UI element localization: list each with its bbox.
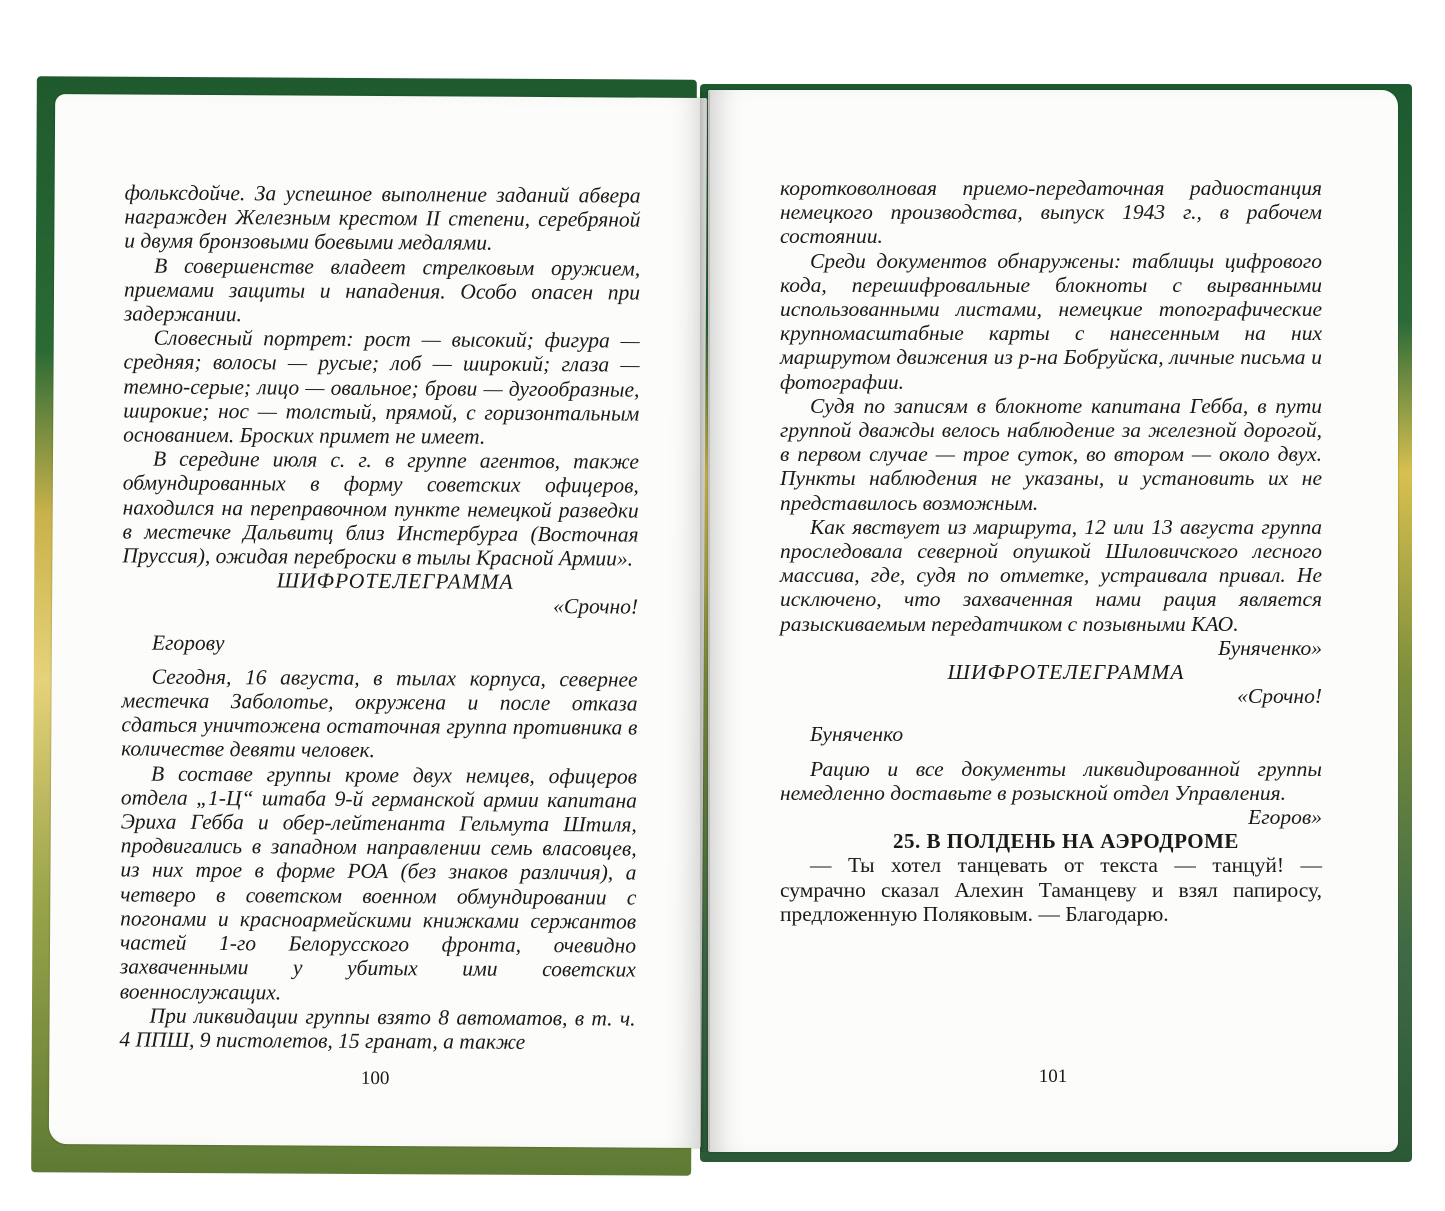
page-number: 100 — [360, 1067, 390, 1090]
telegram-heading: ШИФРОТЕЛЕГРАММА — [947, 660, 1185, 685]
paragraph: Словесный портрет: рост — высокий; фигура — средняя; волосы — русые; лоб — широкий; глаза — темно-серые; лицо — овальное; брови — дугообразные, широкие; нос — толстый, прямой, с горизонтальным основанием. Броских примет не имеет. — [123, 325, 640, 449]
paragraph: Как явствует из маршрута, 12 или 13 августа группа проследовала северной опушкой Шиловичского лесного массива, где, судя по отметке, устраивала привал. Не исключено, что захваченная нами рация является разыскиваемым передатчиком с позывными КАО. — [780, 514, 1322, 636]
page-number: 101 — [1038, 1066, 1068, 1087]
signature: Егоров» — [1248, 805, 1322, 830]
telegram-heading: ШИФРОТЕЛЕГРАММА — [276, 568, 514, 595]
urgent-mark: «Срочно! — [1237, 684, 1322, 709]
addressee: Егорову — [151, 630, 225, 655]
urgent-mark: «Срочно! — [553, 594, 639, 620]
paragraph: В середине июля с. г. в группе агентов, также обмундированных в форму советских офицеров, находился на переправочном пункте немецкой разведки в местечке Дальвитц близ Инстербурга (Восточная Пруссия), ожидая переброски в тылы Красной Армии». — [122, 446, 640, 571]
left-page — [49, 94, 707, 1148]
telegram-paragraph: В составе группы кроме двух немцев, офицеров отдела „1-Ц“ штаба 9-й германской армии капитана Эриха Гебба и обер-лейтенанта Гельмута Штиля, продвигались в западном направлении семь власовцев, из них трое в форме РОА (без знаков различия), а четверо в советском военном обмундировании с погонами и красноармейскими книжками сержантов частей 1-го Белорусского фронта, очевидно захваченными у убитых ими советских военнослужащих. — [119, 761, 638, 1004]
signature: Буняченко» — [1218, 635, 1322, 660]
paragraph: фольксдойче. За успешное выполнение заданий абвера награжден Железным крестом II степени, серебряной и двумя бронзовыми боевыми медалями. — [124, 180, 641, 256]
chapter-paragraph: — Ты хотел танцевать от текста — танцуй! — сумрачно сказал Алехин Таманцеву и взял папиросу, предложенную Поляковым. — Благодарю. — [780, 853, 1322, 926]
chapter-title: 25. В ПОЛДЕНЬ НА АЭРОДРОМЕ — [893, 829, 1239, 854]
left-page-text — [119, 180, 640, 1054]
paragraph: Судя по записям в блокноте капитана Гебба, в пути группой дважды велось наблюдение за железной дорогой, в первом случае — трое суток, во втором — около двух. Пункты наблюдения не указаны, и установить их не представилось возможным. — [780, 393, 1322, 515]
addressee: Буняченко — [810, 722, 904, 747]
paragraph: В совершенстве владеет стрелковым оружием, приемами защиты и нападения. Особо опасен при задержании. — [123, 253, 641, 327]
right-page-text — [780, 176, 1322, 926]
paragraph: коротковолновая приемо-передаточная радиостанция немецкого производства, выпуск 1943 г., в рабочем состоянии. — [780, 176, 1322, 249]
book-gutter — [700, 92, 710, 1152]
telegram-paragraph: При ликвидации группы взято 8 автоматов, в т. ч. 4 ППШ, 9 пистолетов, 15 гранат, а также — [119, 1003, 636, 1054]
telegram-paragraph: Рацию и все документы ликвидированной группы немедленно доставьте в розыскной отдел Управления. — [780, 756, 1322, 805]
right-page — [708, 90, 1398, 1152]
paragraph: Среди документов обнаружены: таблицы цифрового кода, перешифровальные блокноты с вырванными использованными листами, немецкие топографические крупномасштабные карты с нанесенным на них маршрутом движения из р-на Бобруйска, личные письма и фотографии. — [780, 248, 1322, 394]
telegram-paragraph: Сегодня, 16 августа, в тылах корпуса, севернее местечка Заболотье, окружена и после отказа сдаться уничтожена остаточная группа противника в количестве девяти человек. — [121, 664, 638, 763]
